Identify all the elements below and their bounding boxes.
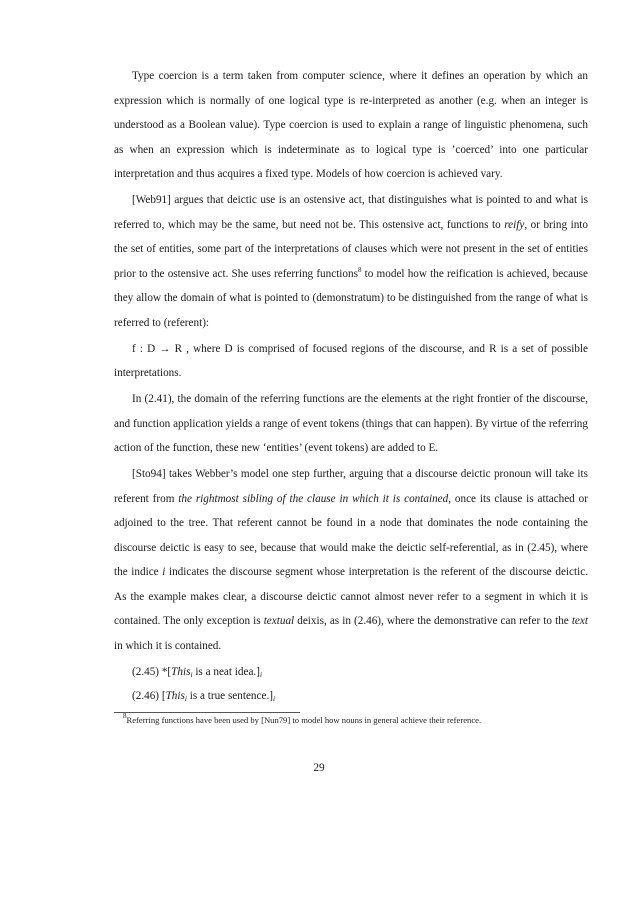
example-word: This — [165, 690, 185, 702]
text-run: deixis, as in (2.46), where the demonstrative can refer to the — [294, 615, 572, 627]
footnote-marker[interactable]: 8 — [357, 265, 362, 274]
example-label: (2.46) [ — [132, 690, 166, 702]
page-number: 29 — [313, 762, 325, 774]
example-label: (2.45) *[ — [132, 665, 172, 678]
example-subscript: i — [272, 694, 276, 703]
footnote-divider — [114, 712, 300, 713]
example-subscript: i — [190, 669, 193, 679]
italic-phrase: the rightmost sibling of the clause in which it is contained, — [178, 492, 452, 505]
text-run: [Web91] argues that deictic use is an ostensive act, that distinguishes what is pointed to and what is referred to, which may be the same, but need not be. This ostensive act, functions to — [114, 194, 588, 231]
text-run: indicates the discourse segment whose interpretation is the referent of the discourse deictic. As the example makes clear, a discourse deictic cannot almost never refer to a segment in which it is contained. The only exception is — [114, 566, 588, 627]
example-2-46 — [114, 684, 588, 709]
footnote-text: Referring functions have been used by [Nun79] to model how nouns in general achieve their reference. — [126, 715, 482, 725]
math-index: i — [162, 566, 166, 578]
example-subscript: i — [259, 669, 263, 679]
text-run: , or bring into the set of entities, some part of the interpretations of clauses which were not present in the set of entities prior to the ostensive act. She uses referring functions — [114, 218, 588, 280]
footnote-number: 8 — [123, 712, 127, 720]
paragraph-sto94 — [114, 462, 588, 658]
example-subscript: i — [184, 694, 187, 703]
text-run: to model how the reification is achieved, because they allow the domain of what is pointed to (demonstratum) to be distinguished from the range of what is referred to (referent): — [114, 267, 589, 329]
example-text: is a true sentence.] — [186, 690, 273, 702]
paragraph-type-coercion: Type coercion is a term taken from computer science, where it defines an operation by which an expression which is normally of one logical type is re-interpreted as another (e.g. when an integer is understood as a Boolean value). Type coercion is used to explain a range of linguistic phenomena, such as when an expression which is indeterminate as to logical type is ’coerced’ into one particular interpretation and thus acquires a fixed type. Models of how coercion is achieved vary. — [114, 70, 588, 180]
italic-term: textual — [263, 615, 295, 627]
footnote — [114, 714, 588, 726]
text-run: [Sto94] takes Webber’s model one step further, arguing that a discourse deictic pronoun will take its referent from — [114, 468, 588, 505]
text-run: once its clause is attached or adjoined to the tree. That referent cannot be found in a node that dominates the node containing the discourse deictic is easy to see, because that would make the deictic self-referential, as in (2.45), where the indice — [114, 492, 588, 578]
example-2-45 — [114, 660, 588, 685]
example-word: This — [171, 665, 191, 678]
page-body — [114, 64, 588, 709]
paragraph-web91 — [114, 188, 588, 335]
example-text: is a neat idea.] — [192, 665, 260, 678]
italic-term: text — [571, 615, 588, 627]
text-run: in which it is contained. — [114, 639, 222, 652]
italic-term: reify — [504, 218, 525, 231]
paragraph-function-definition: f : D → R , where D is comprised of focused regions of the discourse, and R is a set of possible interpretations. — [114, 342, 588, 379]
paragraph-domain: In (2.41), the domain of the referring functions are the elements at the right frontier of the discourse, and function application yields a range of event tokens (things that can happen). By virtue of the referring action of the function, these new ‘entities’ (event tokens) are added to E. — [114, 393, 588, 454]
